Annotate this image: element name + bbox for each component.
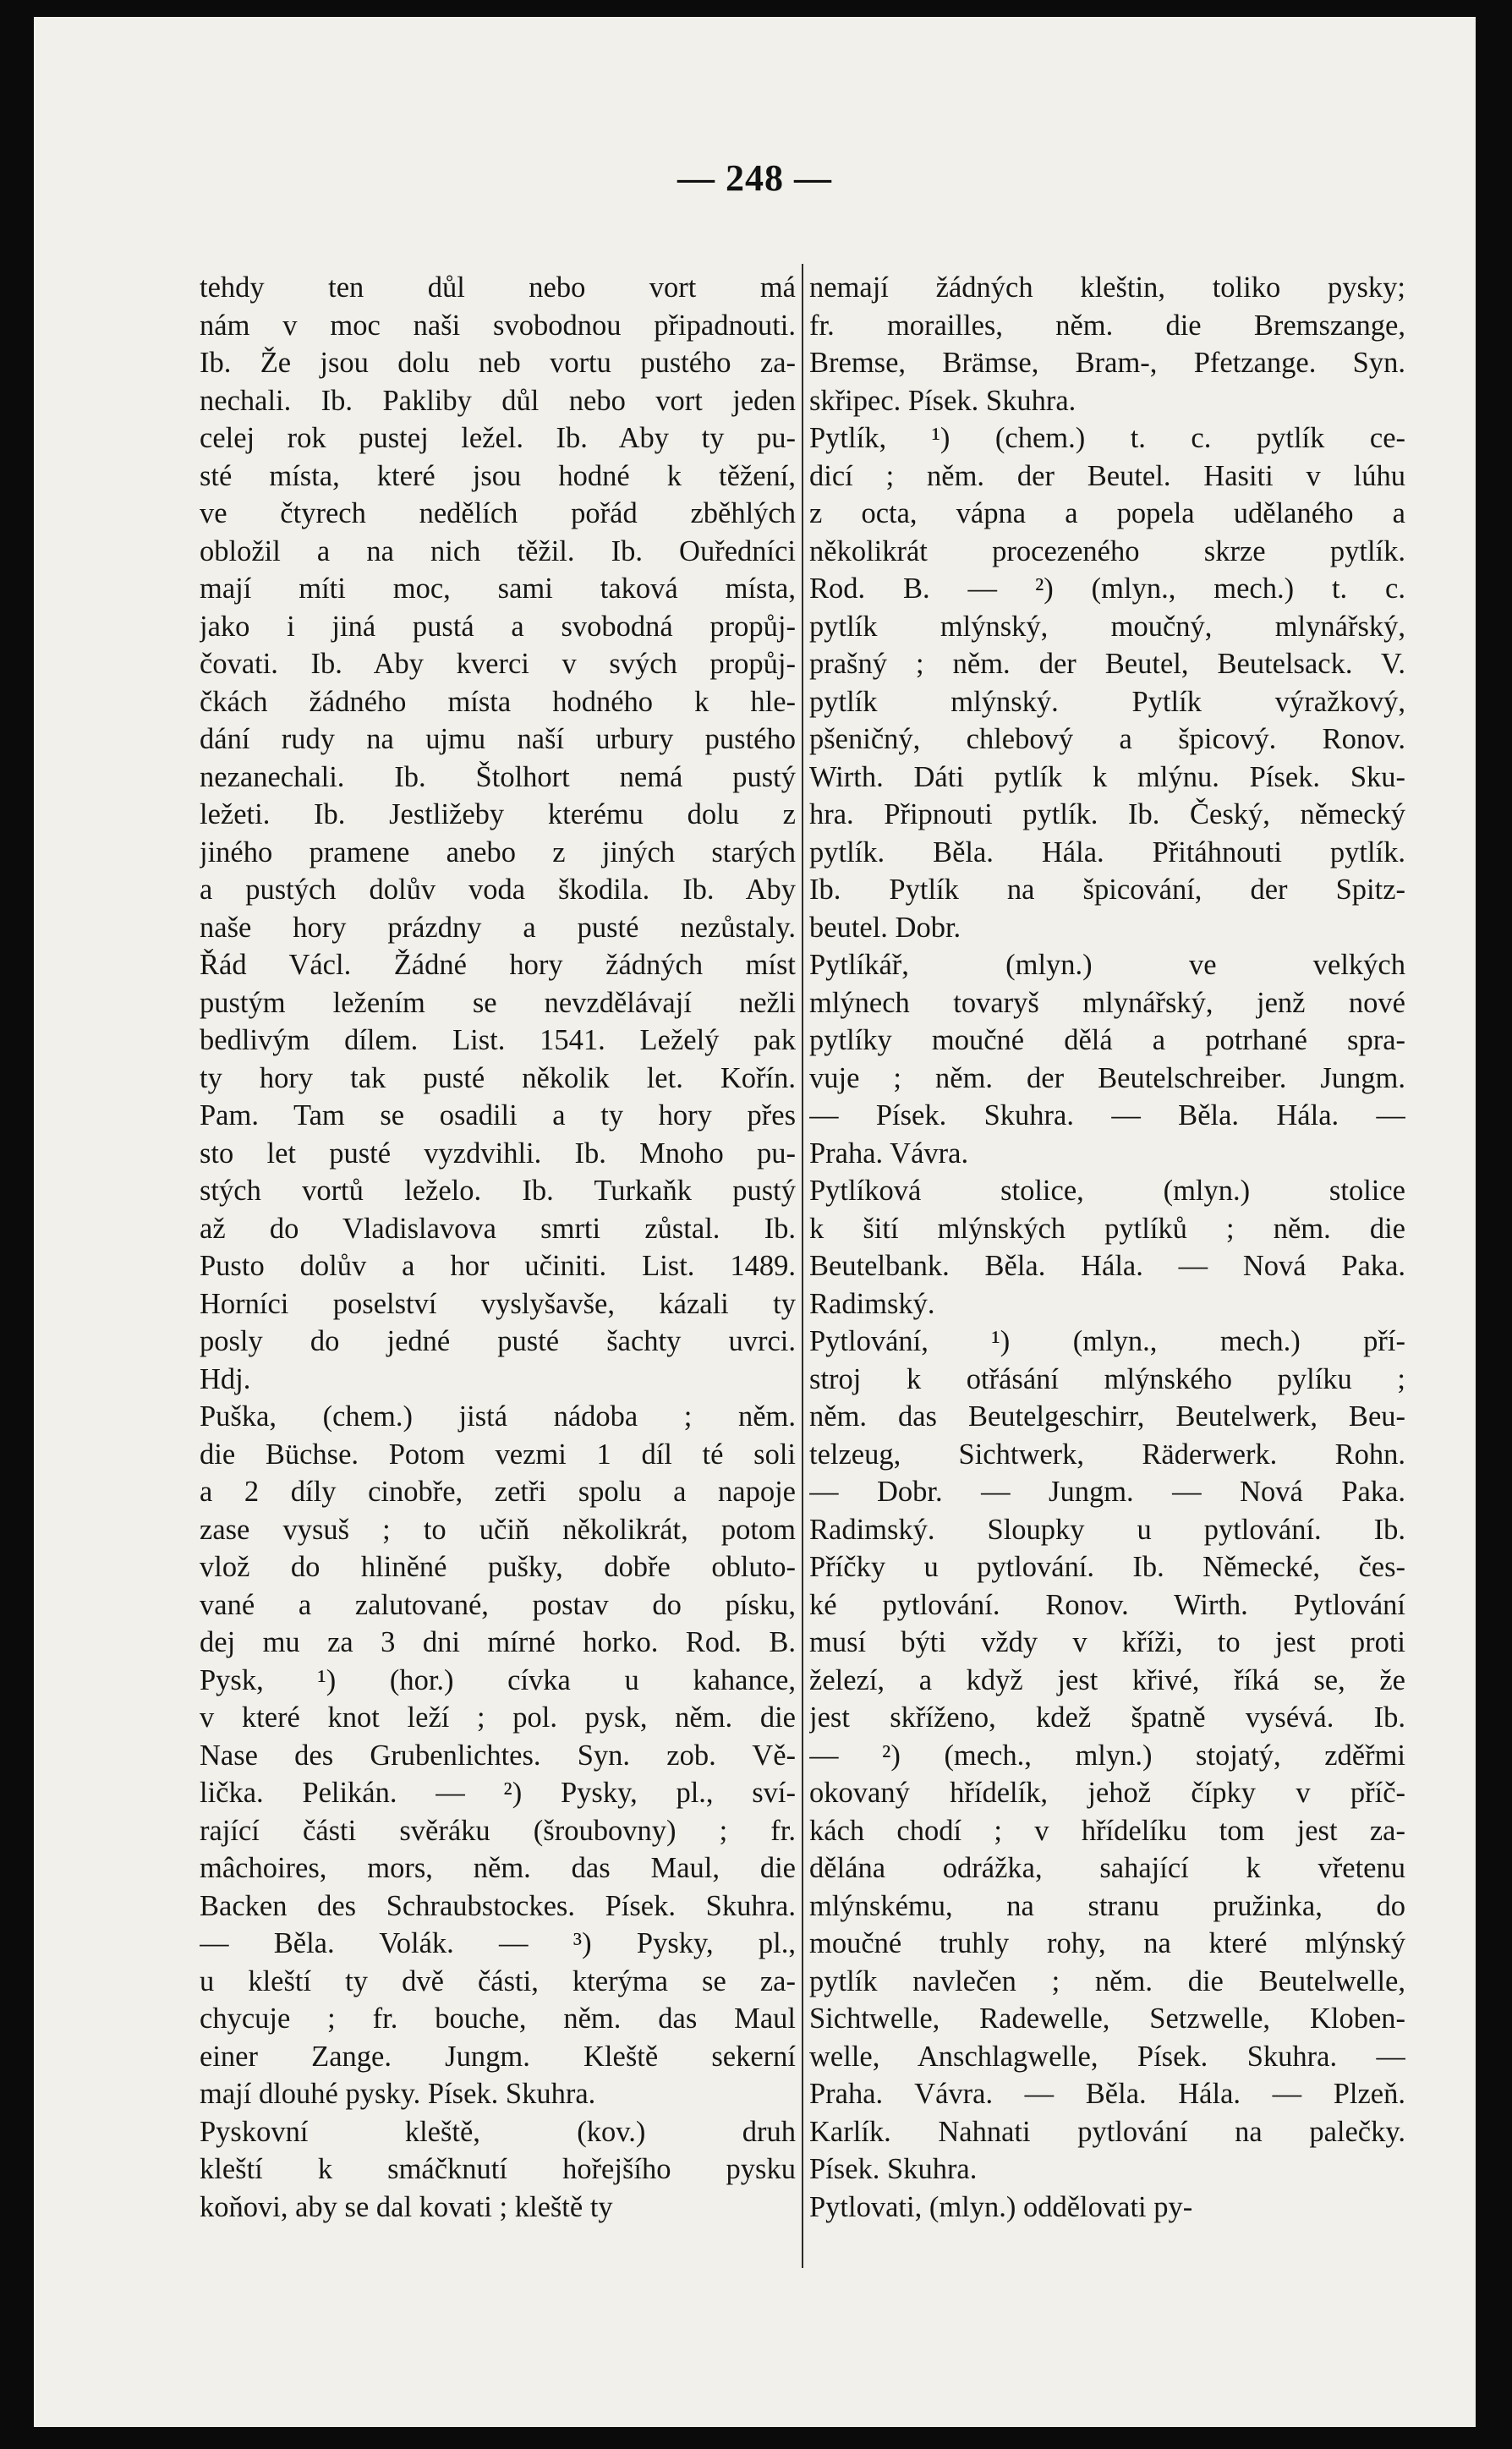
text-line: Řád Václ. Žádné hory žádných míst [200,949,796,981]
text-line: dicí ; něm. der Beutel. Hasiti v lúhu [809,459,1405,492]
text-line: posly do jedné pusté šachty uvrci. [200,1325,796,1357]
text-line: Pytlíkář, (mlyn.) ve velkých [809,949,1405,981]
text-line: mají dlouhé pysky. Písek. Skuhra. [200,2078,596,2110]
text-line: pytlík navlečen ; něm. die Beutelwelle, [809,1964,1405,1997]
text-line: ty hory tak pusté několik let. Kořín. [200,1061,796,1094]
text-line: dání rudy na ujmu naší urbury pustého [200,723,796,755]
text-line: — Dobr. — Jungm. — Nová Paka. [809,1476,1405,1508]
text-line: jako i jiná pustá a svobodná propůj- [200,610,796,643]
text-line: Praha. Vávra. [809,1137,969,1170]
text-line: kách chodí ; v hřídelíku tom jest za- [809,1814,1405,1847]
column-divider [802,264,803,2268]
text-line: sto let pusté vyzdvihli. Ib. Mnoho pu- [200,1137,796,1170]
text-line: Puška, (chem.) jistá nádoba ; něm. [200,1400,796,1433]
text-line: nechali. Ib. Pakliby důl nebo vort jeden [200,384,796,417]
text-line: Karlík. Nahnati pytlování na palečky. [809,2115,1405,2148]
text-line: vuje ; něm. der Beutelschreiber. Jungm. [809,1061,1405,1094]
right-column [809,269,1405,2226]
text-line: a 2 díly cinobře, zetři spolu a napoje [200,1476,796,1508]
text-line: Pytlovati, (mlyn.) oddělovati py- [809,2190,1193,2223]
text-line: obložil a na nich těžil. Ib. Ouředníci [200,534,796,567]
text-line: welle, Anschlagwelle, Písek. Skuhra. — [809,2040,1405,2073]
text-line: die Büchse. Potom vezmi 1 díl té soli [200,1438,796,1471]
text-line: fr. morailles, něm. die Bremszange, [809,309,1405,342]
text-line: ve čtyrech nedělích pořád zběhlých [200,497,796,529]
text-line: nezanechali. Ib. Štolhort nemá pustý [200,760,796,793]
text-line: zase vysuš ; to učiň několikrát, potom [200,1513,796,1546]
text-line: Wirth. Dáti pytlík k mlýnu. Písek. Sku- [809,760,1405,793]
dictionary-page [34,17,1476,2427]
text-line: ležeti. Ib. Jestližeby kterému dolu z [200,798,796,830]
text-line: tehdy ten důl nebo vort má [200,271,796,304]
text-line: Příčky u pytlování. Ib. Německé, čes- [809,1551,1405,1583]
text-line: u kleští ty dvě části, kterýma se za- [200,1964,796,1997]
text-line: Sichtwelle, Radewelle, Setzwelle, Kloben- [809,2002,1405,2035]
text-line: chycuje ; fr. bouche, něm. das Maul [200,2002,796,2035]
text-line: hra. Připnouti pytlík. Ib. Český, německý [809,798,1405,830]
text-line: a pustých dolův voda škodila. Ib. Aby [200,874,796,906]
text-line: pustým ležením se nevzdělávají nežli [200,986,796,1019]
text-line: nám v moc naši svobodnou připadnouti. [200,309,796,342]
text-line: Radimský. [809,1287,935,1320]
text-line: vané a zalutované, postav do písku, [200,1588,796,1621]
text-line: železí, a když jest křivé, říká se, že [809,1663,1405,1696]
text-line: sté místa, které jsou hodné k těžení, [200,459,796,492]
text-line: rající části svěráku (šroubovny) ; fr. [200,1814,796,1847]
text-line: Rod. B. — ²) (mlyn., mech.) t. c. [809,573,1405,605]
text-line: ké pytlování. Ronov. Wirth. Pytlování [809,1588,1405,1621]
text-line: moučné truhly rohy, na které mlýnský [809,1927,1405,1959]
text-line: až do Vladislavova smrti zůstal. Ib. [200,1212,796,1245]
text-line: Ib. Že jsou dolu neb vortu pustého za- [200,347,796,379]
text-line: pytlíky moučné dělá a potrhané spra- [809,1024,1405,1056]
text-line: mâchoires, mors, něm. das Maul, die [200,1852,796,1884]
text-line: Bremse, Brämse, Bram-, Pfetzange. Syn. [809,347,1405,379]
text-line: čkách žádného místa hodného k hle- [200,685,796,718]
text-line: pšeničný, chlebový a špicový. Ronov. [809,723,1405,755]
text-line: několikrát procezeného skrze pytlík. [809,534,1405,567]
text-line: einer Zange. Jungm. Kleště sekerní [200,2040,796,2073]
text-line: něm. das Beutelgeschirr, Beutelwerk, Beu- [809,1400,1405,1433]
text-line: prašný ; něm. der Beutel, Beutelsack. V. [809,648,1405,680]
text-line: Pysk, ¹) (hor.) cívka u kahance, [200,1663,796,1696]
text-line: Nase des Grubenlichtes. Syn. zob. Vě- [200,1739,796,1772]
text-line: Ib. Pytlík na špicování, der Spitz- [809,874,1405,906]
text-line: Hdj. [200,1362,251,1395]
text-line: mlýnech tovaryš mlynářský, jenž nové [809,986,1405,1019]
text-line: Pytlík, ¹) (chem.) t. c. pytlík ce- [809,422,1405,454]
text-line: okovaný hřídelík, jehož čípky v příč- [809,1777,1405,1809]
text-line: Pam. Tam se osadili a ty hory přes [200,1099,796,1131]
text-line: nemají žádných kleštin, toliko pysky; [809,271,1405,304]
text-line: beutel. Dobr. [809,911,961,944]
text-line: Praha. Vávra. — Běla. Hála. — Plzeň. [809,2078,1405,2110]
text-line: kleští k smáčknutí hořejšího pysku [200,2153,796,2185]
text-line: Pytlování, ¹) (mlyn., mech.) pří- [809,1325,1405,1357]
text-line: vlož do hliněné pušky, dobře obluto- [200,1551,796,1583]
text-line: — ²) (mech., mlyn.) stojatý, zděřmi [809,1739,1405,1772]
text-line: Písek. Skuhra. [809,2153,978,2185]
text-line: v které knot leží ; pol. pysk, něm. die [200,1701,796,1734]
text-line: pytlík mlýnský. Pytlík výražkový, [809,685,1405,718]
text-line: stroj k otřásání mlýnského pylíku ; [809,1362,1405,1395]
text-line: čovati. Ib. Aby kverci v svých propůj- [200,648,796,680]
left-column [200,269,796,2226]
text-line: Pyskovní kleště, (kov.) druh [200,2115,796,2148]
text-line: dej mu za 3 dni mírné horko. Rod. B. [200,1626,796,1658]
text-line: Pytlíková stolice, (mlyn.) stolice [809,1175,1405,1207]
text-line: Beutelbank. Běla. Hála. — Nová Paka. [809,1250,1405,1282]
text-line: dělána odrážka, sahající k vřetenu [809,1852,1405,1884]
text-line: Pusto dolův a hor učiniti. List. 1489. [200,1250,796,1282]
text-line: pytlík. Běla. Hála. Přitáhnouti pytlík. [809,836,1405,868]
text-line: jiného pramene anebo z jiných starých [200,836,796,868]
page-number: — 248 — [677,157,832,199]
text-line: Backen des Schraubstockes. Písek. Skuhra. [200,1889,796,1922]
text-line: mají míti moc, sami taková místa, [200,573,796,605]
text-line: musí býti vždy v kříži, to jest proti [809,1626,1405,1658]
text-line: z octa, vápna a popela udělaného a [809,497,1405,529]
text-line: bedlivým dílem. List. 1541. Leželý pak [200,1024,796,1056]
text-line: k šití mlýnských pytlíků ; něm. die [809,1212,1405,1245]
text-line: mlýnskému, na stranu pružinka, do [809,1889,1405,1922]
text-line: koňovi, aby se dal kovati ; kleště ty [200,2190,613,2223]
text-line: — Písek. Skuhra. — Běla. Hála. — [809,1099,1405,1131]
text-line: Radimský. Sloupky u pytlování. Ib. [809,1513,1405,1546]
text-line: skřipec. Písek. Skuhra. [809,384,1076,417]
text-line: celej rok pustej ležel. Ib. Aby ty pu- [200,422,796,454]
text-line: Horníci poselství vyslyšavše, kázali ty [200,1287,796,1320]
text-line: naše hory prázdny a pusté nezůstaly. [200,911,796,944]
text-line: lička. Pelikán. — ²) Pysky, pl., sví- [200,1777,796,1809]
text-line: — Běla. Volák. — ³) Pysky, pl., [200,1927,796,1959]
text-line: jest skříženo, kdež špatně vysévá. Ib. [809,1701,1405,1734]
text-line: stých vortů leželo. Ib. Turkaňk pustý [200,1175,796,1207]
text-line: pytlík mlýnský, moučný, mlynářský, [809,610,1405,643]
text-line: telzeug, Sichtwerk, Räderwerk. Rohn. [809,1438,1405,1471]
